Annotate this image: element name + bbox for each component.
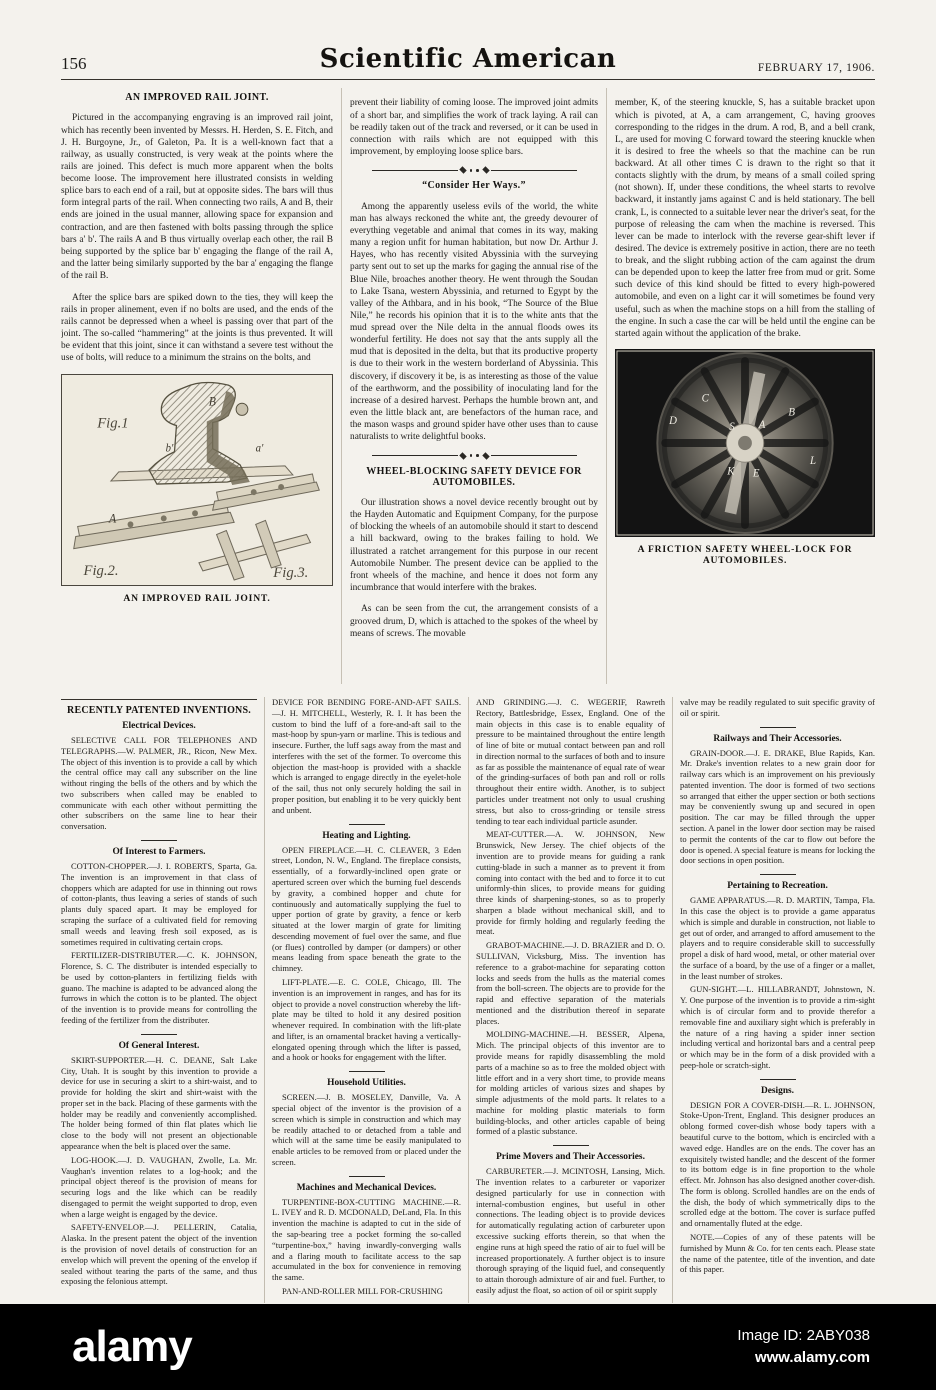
alamy-logo: alamy: [72, 1322, 192, 1371]
patent-item: DEVICE FOR BENDING FORE-AND-AFT SAILS.—J. H. MITCHELL, Westerly, R. I. It has been the custom to bind the luff of a fore-and-aft sail to the mast-hoop by spun-yarn or marline. This is tedious and insecure. Further, the luff sags away from the mast and interferes with the set of the former. To overcome this objection the mast-hoop is provided with a shackle which is arranged to engage directly in the eyelet-hole of the sail, thus not only securely holding the sail in proper position, but enabling it to be very quickly bent and unbent.: [272, 697, 461, 815]
patent-section-heading: Household Utilities.: [327, 1078, 406, 1089]
patent-item: MOLDING-MACHINE.—H. BESSER, Alpena, Mich. The principal objects of this inventor are to provide means for rapidly disassembling the mold parts of a machine so as to free the molded object with little effort and in a very short time, to provide means for molding articles of various sizes and shapes by simple adjustments of the mold parts. It relates to a machine for molding plastic materials to form building-blocks, and other articles capable of being formed of a plastic substance.: [476, 1029, 665, 1137]
section-rule: [141, 840, 177, 841]
section-rule: [760, 1079, 796, 1080]
patents-section: [61, 697, 875, 1303]
watermark-url: www.alamy.com: [754, 1349, 870, 1366]
patents-column-4: [672, 697, 875, 1303]
article-heading-consider-her-ways: “Consider Her Ways.”: [422, 180, 526, 192]
article-paragraph: Among the apparently useless evils of the world, the white man has always reckoned the white ant, the greedy devourer of everything vegetable and animal that comes in its way, making many a region unfit for human habitation, but now Dr. Arthur J. Hayes, who has recently visited Abyssinia with the surveying party sent out to set up the marks for gaging the annual rise of the Blue Nile, broaches another theory. He went through the Soudan to Lake Tsana, western Abyssinia, and returned to Egypt by the valley of the Athbara, and in his book, “The Source of the Blue Nile,” he records his opinion that it is to the white ants that the mud spread over the Nile delta in the annual floods owes its wonderful fertility. He does not say that the ants supply all the mud that is deposited in the delta, but that its productive property is due to their work in the western borderland of Abyssinia. This discovery, if discovery it be, is as interesting as those of the value of the earthworm, and the possibility of inoculating land for the increase of a desired harvest. Perhaps the humble brown ant, and even the little black ant, are benefactors of the human race, and the mason wasps and ground spider have other uses than to cause naturalists to write delightful books.: [350, 201, 598, 443]
engraving-caption: AN IMPROVED RAIL JOINT.: [123, 592, 271, 604]
bar-b-prime-label: b': [165, 442, 174, 455]
rail-b-label: B: [208, 393, 216, 409]
article-paragraph: As can be seen from the cut, the arrangement consists of a grooved drum, D, which is attached to the spokes of the wheel by means of screws. The movable: [350, 604, 598, 639]
watermark-info: [737, 1325, 936, 1370]
photo-caption: A FRICTION SAFETY WHEEL-LOCK FOR AUTOMOBILES.: [637, 544, 853, 567]
fig1-drawing: [96, 382, 293, 485]
label-c: C: [701, 392, 709, 405]
label-b: B: [788, 406, 795, 420]
article-heading-rail-joint: AN IMPROVED RAIL JOINT.: [125, 92, 269, 103]
section-rule: [553, 1145, 589, 1146]
section-rule: [349, 824, 385, 825]
ornamental-divider: [350, 167, 598, 173]
page-number: 156: [61, 54, 87, 73]
patent-note: NOTE.—Copies of any of these patents will be furnished by Munn & Co. for ten cents each. Please state the name of the patentee, title of the invention, and date of this paper.: [680, 1232, 875, 1275]
fig3-drawing: [199, 520, 311, 581]
fig2-label: Fig.2.: [83, 562, 119, 579]
fig2-drawing: [74, 474, 320, 579]
article-paragraph: member, K, of the steering knuckle, S, has a suitable bracket upon which is pivoted, at A, a cam arrangement, C, having grooves corresponding to the ridges in the drum. A rod, B, and a bell crank, L, are used for moving C forward toward the steering knuckle when it is desired to free the wheels so that the machine can be run backward. At all other times C is drawn to the right so that it contacts slightly with the drum, by means of a small coiled spring (not shown). If, under these conditions, the wheel starts to revolve backward, it instantly jams against C and is held stationary. The bell crank, L, is connected to a suitable lever near the driver's seat, for the purpose of releasing the cam when the machine is reversed. This lever can be made to interlock with the reverse gear-shift lever if desired. The device is extremely positive in action, there are no teeth to break, and the slight rubbing action of the cam against the drum can be depended upon to keep the latter free from mud or grit. Some such device of this kind should be fitted to every high-powered automobile, and even on a light car it will sometimes be found very useful, such as when the machine stops on a hill from the stalling of the engine. In such a case the car will be held until the engine can be started again without the application of the brake.: [615, 98, 875, 339]
patent-item: TURPENTINE-BOX-CUTTING MACHINE.—R. L. IVEY and R. D. MCDONALD, DeLand, Fla. In this invention the machine is adapted to cut in the side of the sap-bearing tree a pocket forming the so-called “turpentine-box,” having inwardly-converging walls and a flaring mouth to facilitate access to the sap accumulated in the box for convenience in removing the same.: [272, 1196, 461, 1283]
patent-item: PAN-AND-ROLLER MILL FOR-CRUSHING: [282, 1285, 443, 1296]
patents-column-3: [468, 697, 672, 1303]
bar-a-prime-label: a': [255, 442, 264, 455]
patent-item: GUN-SIGHT.—L. HILLABRANDT, Johnstown, N. Y. One purpose of the invention is to provide a rim-sight which is of circular form and to provide therefor a removable fine and auxiliary sight which is preferably in the nature of a ring having a spider inner section including vertical and horizontal bars and a central peep or which may be in the form of a disk provided with a peep-hole or scratch-sight.: [680, 984, 875, 1070]
top-column-1: [61, 88, 341, 684]
patent-section-heading: Designs.: [760, 1085, 795, 1096]
fig1-label: Fig.1: [97, 414, 129, 432]
patent-section-heading: Pertaining to Recreation.: [727, 881, 828, 892]
label-a: A: [758, 419, 766, 432]
rail-joint-engraving: [61, 374, 333, 586]
article-paragraph: prevent their liability of coming loose. The improved joint admits of a short bar, and simplifies the work of track laying. A rail can be readily taken out of the track and reversed, or it can be used in connection with rails which are not equipped with this improvement, by employing loose splice bars.: [350, 98, 598, 157]
rail-a-label: A: [108, 510, 117, 526]
patent-section-heading: Railways and Their Accessories.: [713, 733, 842, 744]
patent-item: DESIGN FOR A COVER-DISH.—R. L. JOHNSON, Stoke-Upon-Trent, England. This designer produces an oblong formed cover-dish whose body tapers with a beautiful curve to the bottom, which is encircled with a waved edge. Handles are on the ends. The cover has an exquisitely twisted handle; and the descent of the former to its bottom edge is in fine proportion to the whole effect. Mr. Johnson has also designed another cover-dish. The form is oblong. Scrolled handles are on the ends of the dish, the body of which symmetrically dips to the scrolled edge at the bottom. The cover is surface puffed and ornamentally fluted at the edge.: [680, 1099, 875, 1229]
page-header: [61, 0, 875, 80]
label-k: K: [727, 465, 735, 478]
article-heading-wheel-blocking: WHEEL-BLOCKING SAFETY DEVICE FOR AUTOMOBILES.: [366, 465, 582, 488]
patents-title: RECENTLY PATENTED INVENTIONS.: [61, 699, 257, 716]
rail-joint-engraving-art: [62, 375, 332, 585]
patent-item: GRABOT-MACHINE.—J. D. BRAZIER and D. O. SULLIVAN, Vicksburg, Miss. The invention has reference to a grabot-machine for separating cotton locks and seeds from the hulls as the material comes from the boll-screen. The objects are to provide for the rapid and effective separation of the materials mentioned and the distribution thereof in separate places.: [476, 940, 665, 1026]
section-rule: [760, 727, 796, 728]
section-rule: [760, 874, 796, 875]
patent-item: MEAT-CUTTER.—A. W. JOHNSON, New Brunswick, New Jersey. The chief objects of the invention are to provide means for guiding a rank cutting-blade in such a manner as to prevent it from coming into contact with the bed and to force it to cut uniformly-thin slices, to provide means for guiding three kinds of sharpening-stones, so as to properly sharpen a blade without mechanical skill, and to provide for firmly holding and regularly feeding the meat.: [476, 829, 665, 937]
patent-item: SAFETY-ENVELOP.—J. PELLERIN, Catalia, Alaska. In the present patent the object of the invention is the provision of novel details of construction for an envelop which will prevent the opening of the envelop if sealed without tearing the parts of the same, and thus exposing the felonious attempt.: [61, 1222, 257, 1287]
watermark-bar: [0, 1304, 936, 1390]
patent-item: GAME APPARATUS.—R. D. MARTIN, Tampa, Fla. In this case the object is to provide a game apparatus which is simple and durable in construction, not liable to get out of order, and arranged to afford amusement to the players and to require considerable skill to successfully propel a disk of hard wood, metal, or other material over the surface of a board, by the use of a finger or a mallet, in the least number of strokes.: [680, 895, 875, 981]
patent-section-heading: Prime Movers and Their Accessories.: [496, 1152, 645, 1163]
label-d: D: [669, 414, 677, 428]
patent-section-heading: Heating and Lighting.: [322, 830, 411, 841]
issue-date: FEBRUARY 17, 1906.: [757, 62, 875, 74]
patent-section-heading: Electrical Devices.: [122, 721, 196, 731]
patent-section-heading: Of General Interest.: [118, 1040, 200, 1051]
patent-item: COTTON-CHOPPER.—J. I. ROBERTS, Sparta, Ga. The invention is an improvement in that class of choppers which are adapted for use in thinning out rows of cotton-plants, thus leaving a series of stands of such plants duly spaced apart. It may be employed for scraping the surface of a cultivated field for removing small weeds and leaving fresh soil exposed, as is sometimes required in cultivating certain crops.: [61, 861, 257, 947]
ornamental-divider: [350, 453, 598, 459]
patent-item: OPEN FIREPLACE.—H. C. CLEAVER, 3 Eden street, London, N. W., England. The fireplace consists, essentially, of a forwardly-inclined open grate or apertured screen over which the burning fuel descends by gravity, a combined hopper and chute for continuously and automatically supplying the fuel to upper portion of grate by gravity, a fence or kerb situated at the lower margin of grate for limiting descending movement of fuel over the same, and flue (or flues) controlled by damper (or dampers) or other means leading from space beneath the grate to the chimney.: [272, 844, 461, 974]
section-rule: [349, 1071, 385, 1072]
patent-item: AND GRINDING.—J. C. WEGERIF, Rawreth Rectory, Battlesbridge, Essex, England. One of the main objects in this case is to enable equality of pressure to be maintained throughout the entire length of line of bite or mutual contact between pan and roll in direction normal to the surfaces of both and to insure as far as possible the maintenance of equal rate of wear of the grinding-surfaces of both pan and roll or rolls throughout their entire width. Another, is to subject particles under treatment not only to usual crushing stress, but also to cross-grinding or tensile stress tending to tear each individual particle asunder.: [476, 697, 665, 826]
article-paragraph: Pictured in the accompanying engraving is an improved rail joint, which has recently been invented by Messrs. H. Herden, S. E. Fitch, and J. H. Burgoyne, Jr., of Galeton, Pa. It is a well-known fact that a railway, as usually constructed, is very weak at the points where the rails are joined. This defect is much more apparent when the bolts become loose. The improvement here illustrated consists in welding splice bars to each end of a rail, but at opposite sides. The bars will thus form integral parts of the rail. When connecting two rails, A and B, their ends are joined in the usual manner, allowing space for expansion and contraction, and are then fastened with bolts passing through the splice bars a' b'. The rails A and B thus virtually overlap each other, the rail B being supported by the splice bar b' engaging the flange of the rail A, and the latter being similarly supported by the bar a' engaging the flange of the rail B.: [61, 113, 333, 282]
label-l: L: [810, 455, 817, 468]
patent-section-heading: Machines and Mechanical Devices.: [296, 1182, 437, 1193]
top-column-2: [341, 88, 607, 684]
masthead-title: Scientific American: [319, 44, 617, 74]
patent-item: valve may be readily regulated to suit specific gravity of oil or spirit.: [680, 697, 875, 718]
patent-item: GRAIN-DOOR.—J. E. DRAKE, Blue Rapids, Kan. Mr. Drake's invention relates to a new grain door for railway cars which is an improvement on his previously patented invention. The door is formed of two sections so arranged that either the upper section or both sections may be conveniently swung up and secured in open position. The car may be filled through the upper section. A panel in the lower door section may be raised to permit the contents of the car to flow out before the door is opened. A special feature is means for locking the door sections in open position.: [680, 747, 875, 866]
label-e: E: [752, 467, 760, 480]
top-section: [61, 88, 875, 684]
patent-item: SELECTIVE CALL FOR TELEPHONES AND TELEGRAPHS.—W. PALMER, JR., Ricon, New Mex. The object of this invention is to provide a call by which the central office may call any subscriber on the line without ringing the bells of the others and by which the two subscribers when called may be enabled to communicate with each other without permitting the other subscribers on the same line to hear their conversation.: [61, 735, 257, 832]
patent-section-heading: Of Interest to Farmers.: [112, 847, 206, 858]
patent-item: LIFT-PLATE.—E. C. COLE, Chicago, Ill. The invention is an improvement in ranges, and has for its object to provide a novel construction whereby the lift-plate may be tilted to hold it any desired position whenever required. In combination with the lift-plate and lifter, is an ornamental bracket having a vertically-elongated opening through which the lifter is passed, and a hook or hooks for engagement with the lifter.: [272, 976, 461, 1063]
patent-item: CARBURETER.—J. MCINTOSH, Lansing, Mich. The invention relates to a carbureter or vaporizer designed particularly for use in connection with internal-combustion engines, but useful in other connections. The leading object is to provide devices for automatically regulating action of carbureter upon excessive sucking efforts therein, so that when the engine runs at high speed the ratio of air to fuel will be increased proportionately. A further object is to insure thorough spraying of the liquid fuel, and consequently to attain thorough admixture of air and fuel. Further, to easily adjust the float, so action of oil or spirit supply: [476, 1166, 665, 1295]
patent-item: FERTILIZER-DISTRIBUTER.—C. K. JOHNSON, Florence, S. C. The distributer is intended especially to be used by cotton-planters in fertilizing fields with guano. The machine is adapted to be advanced along the furrows in which the cotton is to be planted. The object of the invention is to provide means for controlling the feeding of the fertilizer from the distributer.: [61, 950, 257, 1025]
wheel-photo: [615, 349, 875, 537]
section-rule: [349, 1176, 385, 1177]
watermark-image-id: Image ID: 2ABY038: [737, 1326, 870, 1344]
patent-item: SCREEN.—J. B. MOSELEY, Danville, Va. A special object of the inventor is the provision of a screen which is simple in construction and which may be readily attached to or detached from a table and which will at the same time be easily manipulated to enable articles to be removed from or placed under the screen.: [272, 1092, 461, 1167]
patent-item: SKIRT-SUPPORTER.—H. C. DEANE, Salt Lake City, Utah. It is sought by this invention to provide a device for use in securing a skirt to a shirt-waist, and to provide for holding the skirt and shirt-waist with the proper set in the back. Placing of these garments with the holder may be readily and conveniently accomplished. The holder being formed of thin flat plates which lie close to the body will not present an objectionable appearance when the belt is placed over the same.: [61, 1054, 257, 1151]
patent-item: LOG-HOOK.—J. D. VAUGHAN, Zwolle, La. Mr. Vaughan's invention relates to a log-hook; and the principal object thereof is the provision of means for securing logs and the like which can be readily disengaged to permit the weight supported to drop, even when a large weight is engaged by the device.: [61, 1154, 257, 1219]
patents-column-1: [61, 697, 264, 1303]
top-column-3: [607, 88, 875, 684]
fig3-label: Fig.3.: [273, 564, 309, 581]
article-paragraph: After the splice bars are spiked down to the ties, they will keep the rails in proper alinement, even if no bolts are used, and the ends of the rails cannot be depressed when a wheel is passing over that part of the joint. The so-called “hammering” at the joints is thus prevented. It will be evident that this joint, since it can withstand a severe test without the use of bolts, will reduce to a minimum the strains on the bolts, and: [61, 292, 333, 364]
wheel-photo-art: [615, 349, 875, 537]
article-paragraph: Our illustration shows a novel device recently brought out by the Hayden Automatic and Equipment Company, for the purpose of blocking the wheels of an automobile should it start to descend a hill backward, owing to the brakes failing to hold. We illustrated a ratchet arrangement for this purpose in our recent Automobile Number. The present device can be applied to the front wheels of the machine, and hence it does not form any incumbrance that would interfere with the brakes.: [350, 498, 598, 593]
patents-column-2: [264, 697, 468, 1303]
section-rule: [141, 1034, 177, 1035]
label-s: S: [729, 421, 735, 434]
